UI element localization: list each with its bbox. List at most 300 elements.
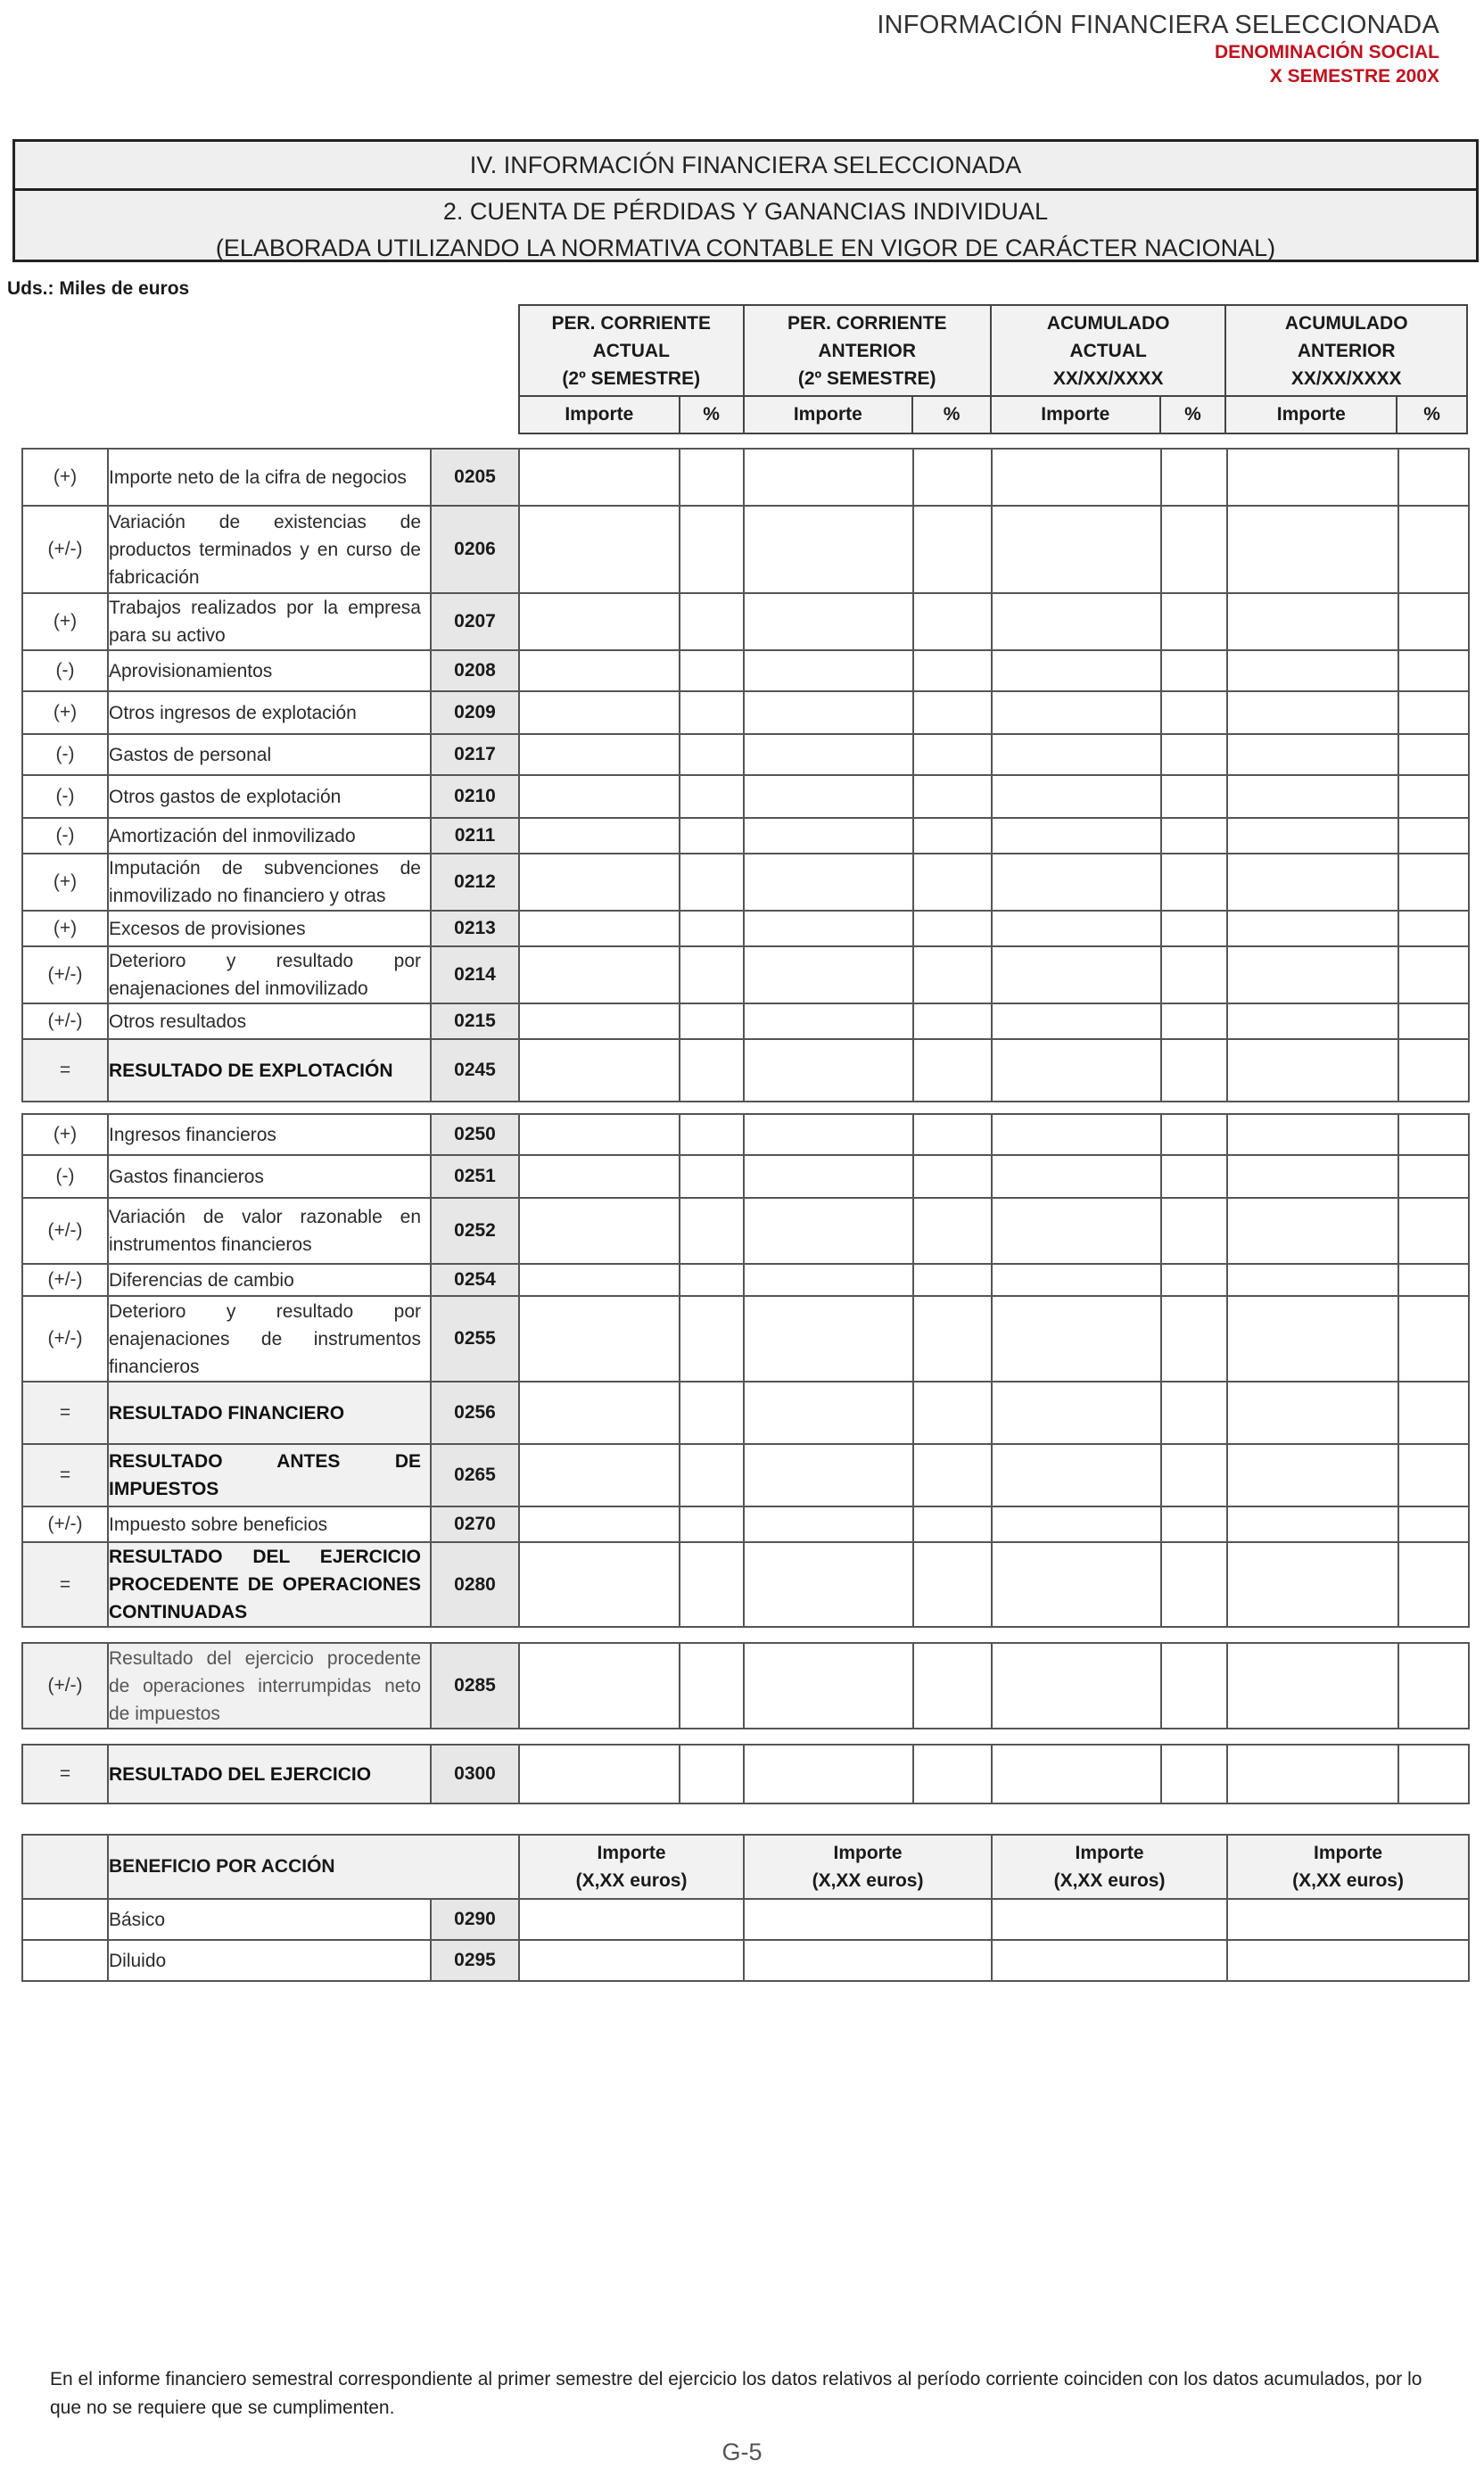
amount-input-cell[interactable]	[744, 1155, 913, 1198]
percent-input-cell[interactable]	[1398, 1155, 1469, 1198]
percent-input-cell[interactable]	[1398, 1444, 1469, 1506]
percent-input-cell[interactable]	[680, 818, 744, 854]
row-label: Aprovisionamientos	[108, 650, 431, 691]
units-label: Uds.: Miles de euros	[7, 278, 190, 299]
percent-input-cell[interactable]	[913, 1155, 992, 1198]
eps-row-diluted	[22, 1940, 1469, 1981]
pl-row-0210	[22, 775, 1469, 818]
percent-input-cell[interactable]	[1161, 1542, 1227, 1627]
percent-input-cell[interactable]	[1398, 1643, 1469, 1729]
amount-input-cell[interactable]	[519, 734, 680, 775]
amount-input-cell[interactable]	[992, 911, 1161, 946]
percent-input-cell[interactable]	[680, 1003, 744, 1039]
percent-input-cell[interactable]	[1398, 650, 1469, 691]
percent-input-cell[interactable]	[1161, 1003, 1227, 1039]
period-label: X SEMESTRE 200X	[1269, 66, 1439, 87]
row-sign: (+/-)	[22, 506, 108, 593]
percent-input-cell[interactable]	[1161, 1114, 1227, 1155]
amount-input-cell[interactable]	[992, 506, 1161, 593]
percent-input-cell[interactable]	[680, 1542, 744, 1627]
input-cell[interactable]	[1227, 1899, 1469, 1940]
subheader-amount: Importe	[1225, 396, 1397, 433]
amount-input-cell[interactable]	[519, 1003, 680, 1039]
company-name: DENOMINACIÓN SOCIAL	[1215, 42, 1439, 62]
amount-input-cell[interactable]	[519, 691, 680, 734]
row-code: 0285	[431, 1643, 519, 1729]
percent-input-cell[interactable]	[1398, 593, 1469, 650]
amount-input-cell[interactable]	[519, 1382, 680, 1444]
amount-input-cell[interactable]	[992, 775, 1161, 818]
amount-input-cell[interactable]	[744, 1296, 913, 1382]
percent-input-cell[interactable]	[680, 1296, 744, 1382]
percent-input-cell[interactable]	[680, 1643, 744, 1729]
percent-input-cell[interactable]	[680, 1745, 744, 1803]
amount-input-cell[interactable]	[744, 1039, 913, 1102]
eps-column-header: Importe (X,XX euros)	[1227, 1835, 1469, 1899]
percent-input-cell[interactable]	[1398, 1382, 1469, 1444]
amount-input-cell[interactable]	[1227, 911, 1398, 946]
percent-input-cell[interactable]	[680, 775, 744, 818]
header-title: INFORMACIÓN FINANCIERA SELECCIONADA	[877, 11, 1439, 39]
percent-input-cell[interactable]	[1398, 1114, 1469, 1155]
percent-input-cell[interactable]	[1398, 1296, 1469, 1382]
percent-input-cell[interactable]	[680, 1264, 744, 1296]
percent-input-cell[interactable]	[680, 1155, 744, 1198]
percent-input-cell[interactable]	[1398, 506, 1469, 593]
percent-input-cell[interactable]	[913, 1198, 992, 1264]
amount-input-cell[interactable]	[519, 1296, 680, 1382]
amount-input-cell[interactable]	[992, 946, 1161, 1003]
percent-input-cell[interactable]	[680, 854, 744, 911]
amount-input-cell[interactable]	[992, 1506, 1161, 1542]
eps-row-label: Diluido	[108, 1940, 431, 1981]
input-cell[interactable]	[744, 1899, 992, 1940]
amount-input-cell[interactable]	[992, 1382, 1161, 1444]
percent-input-cell[interactable]	[1398, 1506, 1469, 1542]
row-code: 0265	[431, 1444, 519, 1506]
amount-input-cell[interactable]	[744, 818, 913, 854]
amount-input-cell[interactable]	[744, 593, 913, 650]
amount-input-cell[interactable]	[992, 1264, 1161, 1296]
amount-input-cell[interactable]	[992, 1114, 1161, 1155]
percent-input-cell[interactable]	[1398, 1003, 1469, 1039]
amount-input-cell[interactable]	[1227, 775, 1398, 818]
percent-input-cell[interactable]	[1161, 1643, 1227, 1729]
amount-input-cell[interactable]	[1227, 1506, 1398, 1542]
percent-input-cell[interactable]	[913, 1506, 992, 1542]
row-sign: (-)	[22, 734, 108, 775]
section-title-box	[12, 139, 1479, 262]
pl-row-0215	[22, 1003, 1469, 1039]
percent-input-cell[interactable]	[913, 734, 992, 775]
amount-input-cell[interactable]	[992, 650, 1161, 691]
pl-row-0211	[22, 818, 1469, 854]
amount-input-cell[interactable]	[1227, 734, 1398, 775]
amount-input-cell[interactable]	[519, 1264, 680, 1296]
percent-input-cell[interactable]	[680, 1114, 744, 1155]
amount-input-cell[interactable]	[744, 1003, 913, 1039]
amount-input-cell[interactable]	[519, 506, 680, 593]
subheader-amount: Importe	[519, 396, 680, 433]
amount-input-cell[interactable]	[744, 1643, 913, 1729]
earnings-per-share-table	[21, 1834, 1470, 1982]
amount-input-cell[interactable]	[992, 1643, 1161, 1729]
amount-input-cell[interactable]	[744, 506, 913, 593]
amount-input-cell[interactable]	[744, 911, 913, 946]
percent-input-cell[interactable]	[1398, 449, 1469, 506]
amount-input-cell[interactable]	[1227, 1542, 1398, 1627]
amount-input-cell[interactable]	[519, 775, 680, 818]
amount-input-cell[interactable]	[1227, 1643, 1398, 1729]
percent-input-cell[interactable]	[913, 506, 992, 593]
amount-input-cell[interactable]	[519, 1542, 680, 1627]
eps-title: BENEFICIO POR ACCIÓN	[108, 1835, 519, 1899]
percent-input-cell[interactable]	[1161, 775, 1227, 818]
amount-input-cell[interactable]	[744, 1114, 913, 1155]
row-sign: =	[22, 1444, 108, 1506]
percent-input-cell[interactable]	[1161, 1155, 1227, 1198]
amount-input-cell[interactable]	[1227, 1003, 1398, 1039]
row-code: 0245	[431, 1039, 519, 1102]
percent-input-cell[interactable]	[913, 650, 992, 691]
amount-input-cell[interactable]	[744, 650, 913, 691]
pl-row-0280	[22, 1542, 1469, 1627]
row-code: 0252	[431, 1198, 519, 1264]
amount-input-cell[interactable]	[744, 691, 913, 734]
percent-input-cell[interactable]	[913, 449, 992, 506]
amount-input-cell[interactable]	[519, 1155, 680, 1198]
amount-input-cell[interactable]	[744, 854, 913, 911]
amount-input-cell[interactable]	[744, 1198, 913, 1264]
percent-input-cell[interactable]	[1161, 691, 1227, 734]
row-label: Otros resultados	[108, 1003, 431, 1039]
amount-input-cell[interactable]	[992, 593, 1161, 650]
percent-input-cell[interactable]	[1398, 734, 1469, 775]
percent-input-cell[interactable]	[1161, 1382, 1227, 1444]
amount-input-cell[interactable]	[1227, 1382, 1398, 1444]
percent-input-cell[interactable]	[913, 911, 992, 946]
row-label: Excesos de provisiones	[108, 911, 431, 946]
amount-input-cell[interactable]	[744, 1506, 913, 1542]
subheader-amount: Importe	[991, 396, 1160, 433]
amount-input-cell[interactable]	[519, 650, 680, 691]
column-headers	[518, 304, 1468, 434]
amount-input-cell[interactable]	[992, 1039, 1161, 1102]
column-header-current-previous: PER. CORRIENTE ANTERIOR (2º SEMESTRE)	[744, 305, 991, 396]
percent-input-cell[interactable]	[1398, 1039, 1469, 1102]
amount-input-cell[interactable]	[519, 946, 680, 1003]
row-code: 0208	[431, 650, 519, 691]
amount-input-cell[interactable]	[1227, 1198, 1398, 1264]
row-code: 0206	[431, 506, 519, 593]
pl-row-0208	[22, 650, 1469, 691]
percent-input-cell[interactable]	[913, 1114, 992, 1155]
amount-input-cell[interactable]	[744, 1264, 913, 1296]
pl-row-0245	[22, 1039, 1469, 1102]
amount-input-cell[interactable]	[992, 691, 1161, 734]
amount-input-cell[interactable]	[992, 1444, 1161, 1506]
percent-input-cell[interactable]	[1161, 1264, 1227, 1296]
row-label: RESULTADO FINANCIERO	[108, 1382, 431, 1444]
subheader-pct: %	[912, 396, 991, 433]
percent-input-cell[interactable]	[1161, 1444, 1227, 1506]
row-sign: (+/-)	[22, 1264, 108, 1296]
row-label: Gastos financieros	[108, 1155, 431, 1198]
row-label: Importe neto de la cifra de negocios	[108, 449, 431, 506]
amount-input-cell[interactable]	[1227, 1296, 1398, 1382]
row-sign: (+)	[22, 854, 108, 911]
percent-input-cell[interactable]	[680, 911, 744, 946]
row-sign: =	[22, 1745, 108, 1803]
input-cell[interactable]	[1227, 1940, 1469, 1981]
row-code: 0211	[431, 818, 519, 854]
row-code: 0209	[431, 691, 519, 734]
percent-input-cell[interactable]	[1398, 854, 1469, 911]
percent-input-cell[interactable]	[1161, 818, 1227, 854]
row-label: Otros ingresos de explotación	[108, 691, 431, 734]
amount-input-cell[interactable]	[519, 593, 680, 650]
percent-input-cell[interactable]	[913, 1643, 992, 1729]
amount-input-cell[interactable]	[1227, 506, 1398, 593]
row-sign: (+/-)	[22, 1003, 108, 1039]
row-code: 0256	[431, 1382, 519, 1444]
percent-input-cell[interactable]	[1161, 506, 1227, 593]
row-code: 0212	[431, 854, 519, 911]
percent-input-cell[interactable]	[913, 1745, 992, 1803]
amount-input-cell[interactable]	[519, 1114, 680, 1155]
percent-input-cell[interactable]	[1161, 1039, 1227, 1102]
amount-input-cell[interactable]	[519, 854, 680, 911]
amount-input-cell[interactable]	[1227, 946, 1398, 1003]
row-code: 0251	[431, 1155, 519, 1198]
amount-input-cell[interactable]	[519, 818, 680, 854]
percent-input-cell[interactable]	[1398, 1264, 1469, 1296]
row-sign: (+)	[22, 911, 108, 946]
row-code: 0210	[431, 775, 519, 818]
pl-row-0251	[22, 1155, 1469, 1198]
pl-row-0270	[22, 1506, 1469, 1542]
amount-input-cell[interactable]	[744, 1542, 913, 1627]
percent-input-cell[interactable]	[1398, 946, 1469, 1003]
eps-column-header: Importe (X,XX euros)	[744, 1835, 992, 1899]
eps-row-basic	[22, 1899, 1469, 1940]
percent-input-cell[interactable]	[1161, 946, 1227, 1003]
percent-input-cell[interactable]	[680, 1506, 744, 1542]
row-label: Diferencias de cambio	[108, 1264, 431, 1296]
column-header-accumulated-actual: ACUMULADO ACTUAL XX/XX/XXXX	[991, 305, 1226, 396]
footnote: En el informe financiero semestral correspondiente al primer semestre del ejercicio los datos relativos al período corriente coinciden con los datos acumulados, por lo que no se requiere que se cumplimenten.	[50, 2369, 1422, 2418]
row-label: RESULTADO DEL EJERCICIO	[108, 1745, 431, 1803]
row-label: Otros gastos de explotación	[108, 775, 431, 818]
page-header	[877, 11, 1439, 88]
row-sign: (+/-)	[22, 1643, 108, 1729]
profit-loss-table	[21, 448, 1470, 1804]
row-code: 0205	[431, 449, 519, 506]
row-code: 0207	[431, 593, 519, 650]
row-sign: (+/-)	[22, 946, 108, 1003]
amount-input-cell[interactable]	[992, 1198, 1161, 1264]
percent-input-cell[interactable]	[913, 946, 992, 1003]
input-cell[interactable]	[992, 1940, 1227, 1981]
row-sign: (-)	[22, 818, 108, 854]
percent-input-cell[interactable]	[1161, 1198, 1227, 1264]
amount-input-cell[interactable]	[992, 1296, 1161, 1382]
percent-input-cell[interactable]	[680, 1039, 744, 1102]
row-code: 0250	[431, 1114, 519, 1155]
row-sign: (-)	[22, 1155, 108, 1198]
amount-input-cell[interactable]	[1227, 1039, 1398, 1102]
pl-row-0255	[22, 1296, 1469, 1382]
percent-input-cell[interactable]	[1161, 1506, 1227, 1542]
percent-input-cell[interactable]	[1398, 1542, 1469, 1627]
percent-input-cell[interactable]	[913, 1039, 992, 1102]
row-label: Ingresos financieros	[108, 1114, 431, 1155]
percent-input-cell[interactable]	[680, 1382, 744, 1444]
percent-input-cell[interactable]	[680, 734, 744, 775]
row-label: Trabajos realizados por la empresa para su activo	[108, 593, 431, 650]
percent-input-cell[interactable]	[680, 506, 744, 593]
row-sign: (+)	[22, 1114, 108, 1155]
amount-input-cell[interactable]	[744, 1444, 913, 1506]
percent-input-cell[interactable]	[680, 946, 744, 1003]
percent-input-cell[interactable]	[680, 1444, 744, 1506]
percent-input-cell[interactable]	[1161, 449, 1227, 506]
pl-row-0206	[22, 506, 1469, 593]
amount-input-cell[interactable]	[744, 1382, 913, 1444]
amount-input-cell[interactable]	[519, 1198, 680, 1264]
amount-input-cell[interactable]	[744, 775, 913, 818]
amount-input-cell[interactable]	[1227, 1155, 1398, 1198]
amount-input-cell[interactable]	[992, 734, 1161, 775]
row-label: RESULTADO DEL EJERCICIO PROCEDENTE DE OPERACIONES CONTINUADAS	[108, 1542, 431, 1627]
percent-input-cell[interactable]	[913, 1296, 992, 1382]
percent-input-cell[interactable]	[1161, 1296, 1227, 1382]
input-cell[interactable]	[744, 1940, 992, 1981]
eps-row-code: 0290	[431, 1899, 519, 1940]
percent-input-cell[interactable]	[1161, 734, 1227, 775]
percent-input-cell[interactable]	[1398, 1745, 1469, 1803]
percent-input-cell[interactable]	[913, 775, 992, 818]
amount-input-cell[interactable]	[992, 1003, 1161, 1039]
percent-input-cell[interactable]	[913, 1003, 992, 1039]
row-sign: (+)	[22, 593, 108, 650]
percent-input-cell[interactable]	[1161, 1745, 1227, 1803]
amount-input-cell[interactable]	[519, 449, 680, 506]
percent-input-cell[interactable]	[1398, 691, 1469, 734]
percent-input-cell[interactable]	[913, 1382, 992, 1444]
row-code: 0255	[431, 1296, 519, 1382]
percent-input-cell[interactable]	[913, 593, 992, 650]
amount-input-cell[interactable]	[744, 946, 913, 1003]
percent-input-cell[interactable]	[680, 650, 744, 691]
row-sign: (-)	[22, 650, 108, 691]
amount-input-cell[interactable]	[992, 854, 1161, 911]
amount-input-cell[interactable]	[992, 1155, 1161, 1198]
amount-input-cell[interactable]	[519, 1643, 680, 1729]
row-label: RESULTADO DE EXPLOTACIÓN	[108, 1039, 431, 1102]
amount-input-cell[interactable]	[519, 1444, 680, 1506]
amount-input-cell[interactable]	[1227, 1264, 1398, 1296]
percent-input-cell[interactable]	[1161, 854, 1227, 911]
percent-input-cell[interactable]	[680, 449, 744, 506]
amount-input-cell[interactable]	[1227, 818, 1398, 854]
amount-input-cell[interactable]	[1227, 449, 1398, 506]
row-label: Deterioro y resultado por enajenaciones del inmovilizado	[108, 946, 431, 1003]
row-label: Resultado del ejercicio procedente de operaciones interrumpidas neto de impuestos	[108, 1643, 431, 1729]
row-sign: (+/-)	[22, 1506, 108, 1542]
percent-input-cell[interactable]	[1161, 911, 1227, 946]
input-cell[interactable]	[992, 1899, 1227, 1940]
percent-input-cell[interactable]	[1398, 911, 1469, 946]
percent-input-cell[interactable]	[1398, 818, 1469, 854]
amount-input-cell[interactable]	[992, 1542, 1161, 1627]
percent-input-cell[interactable]	[680, 593, 744, 650]
row-label: Amortización del inmovilizado	[108, 818, 431, 854]
amount-input-cell[interactable]	[1227, 691, 1398, 734]
amount-input-cell[interactable]	[519, 1039, 680, 1102]
percent-input-cell[interactable]	[913, 691, 992, 734]
pl-row-0207	[22, 593, 1469, 650]
amount-input-cell[interactable]	[1227, 650, 1398, 691]
percent-input-cell[interactable]	[1398, 1198, 1469, 1264]
percent-input-cell[interactable]	[913, 1444, 992, 1506]
eps-column-header: Importe (X,XX euros)	[519, 1835, 744, 1899]
input-cell[interactable]	[519, 1940, 744, 1981]
percent-input-cell[interactable]	[1161, 593, 1227, 650]
amount-input-cell[interactable]	[744, 449, 913, 506]
amount-input-cell[interactable]	[519, 911, 680, 946]
amount-input-cell[interactable]	[992, 449, 1161, 506]
percent-input-cell[interactable]	[1398, 775, 1469, 818]
percent-input-cell[interactable]	[680, 1198, 744, 1264]
row-code: 0254	[431, 1264, 519, 1296]
percent-input-cell[interactable]	[913, 818, 992, 854]
pl-row-0256	[22, 1382, 1469, 1444]
eps-column-header: Importe (X,XX euros)	[992, 1835, 1227, 1899]
section-subtitle-1: 2. CUENTA DE PÉRDIDAS Y GANANCIAS INDIVIDUAL	[442, 198, 1049, 225]
amount-input-cell[interactable]	[1227, 593, 1398, 650]
percent-input-cell[interactable]	[913, 854, 992, 911]
amount-input-cell[interactable]	[744, 734, 913, 775]
row-sign: (+/-)	[22, 1296, 108, 1382]
pl-row-0217	[22, 734, 1469, 775]
amount-input-cell[interactable]	[1227, 1114, 1398, 1155]
column-header-accumulated-previous: ACUMULADO ANTERIOR XX/XX/XXXX	[1225, 305, 1467, 396]
percent-input-cell[interactable]	[1161, 650, 1227, 691]
pl-row-0254	[22, 1264, 1469, 1296]
percent-input-cell[interactable]	[913, 1264, 992, 1296]
row-sign: (+)	[22, 449, 108, 506]
amount-input-cell[interactable]	[744, 1745, 913, 1803]
amount-input-cell[interactable]	[992, 818, 1161, 854]
pl-row-0205	[22, 449, 1469, 506]
amount-input-cell[interactable]	[1227, 1745, 1398, 1803]
page-number: G-5	[721, 2439, 763, 2465]
percent-input-cell[interactable]	[680, 691, 744, 734]
eps-row-label: Básico	[108, 1899, 431, 1940]
amount-input-cell[interactable]	[1227, 1444, 1398, 1506]
input-cell[interactable]	[519, 1899, 744, 1940]
percent-input-cell[interactable]	[913, 1542, 992, 1627]
row-code: 0300	[431, 1745, 519, 1803]
amount-input-cell[interactable]	[992, 1745, 1161, 1803]
row-label: Variación de existencias de productos terminados y en curso de fabricación	[108, 506, 431, 593]
row-label: RESULTADO ANTES DE IMPUESTOS	[108, 1444, 431, 1506]
amount-input-cell[interactable]	[1227, 854, 1398, 911]
amount-input-cell[interactable]	[519, 1745, 680, 1803]
row-label: Variación de valor razonable en instrumentos financieros	[108, 1198, 431, 1264]
amount-input-cell[interactable]	[519, 1506, 680, 1542]
